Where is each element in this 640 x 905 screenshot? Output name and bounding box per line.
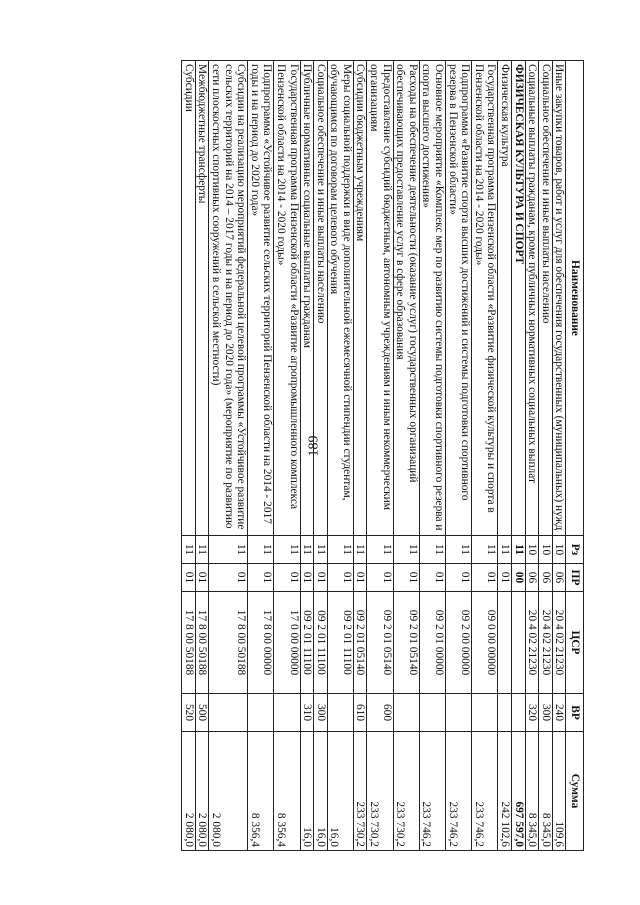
cell-rz: 11 [327,536,353,564]
cell-pr: 01 [274,564,300,592]
cell-vr: 240 [552,694,566,732]
cell-name: Подпрограмма «Устойчивое развитие сельских территорий Пензенской области на 2014 - 2017 годы и на период до 2020 года» [248,61,274,536]
cell-rz: 11 [209,536,248,564]
cell-vr: 600 [367,694,393,732]
cell-vr: 300 [539,694,553,732]
header-name: Наименование [566,61,584,536]
table-row [419,61,445,851]
cell-csr: 09 2 01 05140 [367,592,393,694]
cell-sum: 2 080,0 [195,732,209,851]
cell-csr: 17 8 00 00000 [248,592,274,694]
cell-rz: 10 [525,536,539,564]
cell-pr: 01 [446,564,472,592]
cell-rz: 11 [367,536,393,564]
cell-rz: 11 [182,536,196,564]
cell-rz: 10 [539,536,553,564]
cell-rz: 11 [195,536,209,564]
cell-name: Межбюджетные трансферты [195,61,209,536]
header-rz: Рз [566,536,584,564]
cell-sum: 16,0 [314,732,328,851]
cell-sum: 233 746,2 [446,732,472,851]
cell-csr: 09 2 01 11100 [327,592,353,694]
cell-vr: 610 [353,694,367,732]
cell-pr: 01 [367,564,393,592]
cell-name: Субсидии бюджетным учреждениям [353,61,367,536]
cell-sum: 233 730,2 [353,732,367,851]
cell-rz: 11 [419,536,445,564]
table-row [552,61,566,851]
cell-name: Государственная программа Пензенской области «Развитие физической культуры и спорта в Пензенской области на 2014 - 2020 годы» [472,61,498,536]
cell-rz: 11 [446,536,472,564]
table-row [512,61,526,851]
cell-csr: 20 4 02 21230 [552,592,566,694]
cell-pr: 01 [314,564,328,592]
table-row [300,61,314,851]
cell-vr: 310 [300,694,314,732]
cell-pr: 01 [472,564,498,592]
table-row [367,61,393,851]
cell-vr [327,694,353,732]
cell-pr: 01 [393,564,419,592]
cell-sum: 8 356,4 [248,732,274,851]
header-pr: ПР [566,564,584,592]
cell-name: Государственная программа Пензенской области «Развитие агропромышленного комплекса Пензенской области на 2014 - 2020 годы» [274,61,300,536]
table-header-row [566,61,584,851]
table-row [314,61,328,851]
cell-pr: 00 [512,564,526,592]
cell-name: Публичные нормативные социальные выплаты гражданам [300,61,314,536]
table-row [209,61,248,851]
cell-sum: 8 345,0 [525,732,539,851]
cell-rz: 11 [314,536,328,564]
cell-vr [512,694,526,732]
cell-sum: 109,6 [552,732,566,851]
cell-rz: 11 [512,536,526,564]
cell-vr: 500 [195,694,209,732]
cell-pr: 01 [182,564,196,592]
cell-pr: 01 [209,564,248,592]
cell-csr: 09 2 01 05140 [353,592,367,694]
cell-vr: 320 [525,694,539,732]
cell-rz: 11 [248,536,274,564]
cell-sum: 697 597,0 [512,732,526,851]
cell-vr [393,694,419,732]
cell-pr: 06 [539,564,553,592]
cell-vr [419,694,445,732]
table-row [498,61,512,851]
table-row [182,61,196,851]
cell-name: Социальное обеспечение и иные выплаты населению [539,61,553,536]
cell-name: Подпрограмма «Развитие спорта высших достижений и системы подготовки спортивного резерва в Пензенской области» [446,61,472,536]
cell-pr: 01 [327,564,353,592]
cell-sum: 242 102,6 [498,732,512,851]
cell-name: Основное мероприятие «Комплекс мер по развитию системы подготовки спортивного резерва и спорта высшего достижения» [419,61,445,536]
cell-vr [209,694,248,732]
cell-sum: 233 746,2 [419,732,445,851]
cell-pr: 01 [248,564,274,592]
cell-vr [498,694,512,732]
cell-name: Меры социальной поддержки в виде дополнительной ежемесячной стипендии студентам, обучающимся по договорам целевого обучения [327,61,353,536]
cell-name: Иные закупки товаров, работ и услуг для обеспечения государственных (муниципальных) нужд [552,61,566,536]
cell-vr [446,694,472,732]
cell-csr: 09 0 00 00000 [472,592,498,694]
cell-csr: 09 2 01 11100 [314,592,328,694]
cell-sum: 2 080,0 [209,732,248,851]
cell-vr [248,694,274,732]
cell-csr: 17 8 00 50188 [209,592,248,694]
cell-name: Расходы на обеспечение деятельности (оказание услуг) государственных организаций обеспечивающих предоставление услуг в сфере образования [393,61,419,536]
cell-name: Физическая культура [498,61,512,536]
cell-name: Субсидии [182,61,196,536]
cell-vr: 300 [314,694,328,732]
cell-name: Социальное обеспечение и иные выплаты населению [314,61,328,536]
rotated-page-content [94,60,584,850]
cell-vr [274,694,300,732]
cell-csr: 09 2 00 00000 [446,592,472,694]
cell-name: Социальные выплаты гражданам, кроме публичных нормативных социальных выплат [525,61,539,536]
cell-vr: 520 [182,694,196,732]
table-row [393,61,419,851]
cell-pr: 01 [300,564,314,592]
cell-csr: 17 8 00 50188 [195,592,209,694]
cell-sum: 233 730,2 [367,732,393,851]
header-csr: ЦСР [566,592,584,694]
cell-pr: 01 [498,564,512,592]
cell-name: Субсидии на реализацию мероприятий федеральной целевой программы «Устойчивое развитие сельских территорий на 2014 – 2017 годы и на период до 2020 года» (мероприятие по развитию сети плоскостных спортивных сооружений в сельской местности) [209,61,248,536]
cell-csr [512,592,526,694]
table-row [274,61,300,851]
cell-rz: 11 [300,536,314,564]
cell-sum: 8 356,4 [274,732,300,851]
cell-csr: 17 0 00 00000 [274,592,300,694]
cell-pr: 01 [195,564,209,592]
header-vr: ВР [566,694,584,732]
cell-name: ФИЗИЧЕСКАЯ КУЛЬТУРА И СПОРТ [512,61,526,536]
table-row [472,61,498,851]
cell-csr: 09 2 01 05140 [393,592,419,694]
cell-csr: 09 2 01 11100 [300,592,314,694]
cell-rz: 11 [393,536,419,564]
budget-table [181,60,584,851]
table-row [327,61,353,851]
table-row [248,61,274,851]
cell-csr: 20 4 02 21230 [539,592,553,694]
cell-sum: 233 730,2 [393,732,419,851]
cell-rz: 11 [353,536,367,564]
cell-csr: 20 4 02 21230 [525,592,539,694]
table-row [525,61,539,851]
cell-pr: 01 [353,564,367,592]
cell-sum: 8 345,0 [539,732,553,851]
cell-sum: 16,0 [327,732,353,851]
cell-csr: 09 2 01 00000 [419,592,445,694]
cell-rz: 11 [472,536,498,564]
cell-rz: 11 [498,536,512,564]
cell-name: Предоставление субсидий бюджетным, автономным учреждениям и иным некоммерческим организациям [367,61,393,536]
cell-csr: 17 8 00 50188 [182,592,196,694]
table-row [539,61,553,851]
page-number: 189 [306,435,322,457]
cell-pr: 01 [419,564,445,592]
cell-rz: 11 [274,536,300,564]
header-sum: Сумма [566,732,584,851]
table-row [353,61,367,851]
cell-vr [472,694,498,732]
table-row [195,61,209,851]
cell-sum: 233 746,2 [472,732,498,851]
cell-csr [498,592,512,694]
table-row [446,61,472,851]
cell-sum: 2 080,0 [182,732,196,851]
cell-pr: 06 [525,564,539,592]
cell-sum: 16,0 [300,732,314,851]
cell-rz: 10 [552,536,566,564]
cell-pr: 06 [552,564,566,592]
